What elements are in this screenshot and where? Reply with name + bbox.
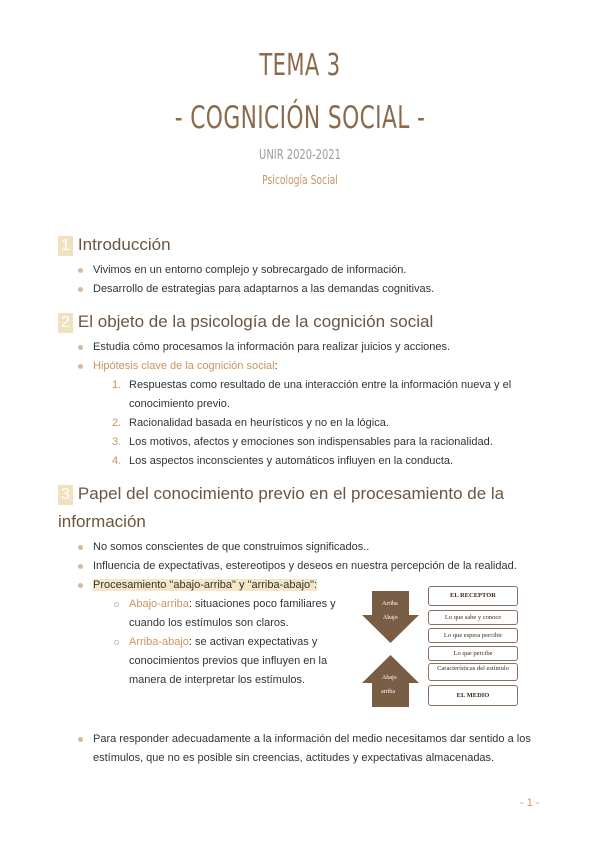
list-item: Para responder adecuadamente a la información del medio necesitamos dar sentido a los	[93, 733, 531, 745]
ordered-number: 1.	[112, 379, 122, 391]
page-title: TEMA 3	[259, 48, 341, 83]
ordered-item: Racionalidad basada en heurísticos y no en la lógica.	[129, 417, 389, 429]
ordered-number: 4.	[112, 455, 122, 467]
sub-list-item	[129, 633, 351, 651]
highlighted-term: Arriba-abajo	[129, 636, 189, 648]
bullet-icon	[78, 268, 83, 273]
diagram-label: Arriba	[382, 601, 398, 607]
term-suffix: :	[274, 360, 278, 372]
bullet-icon	[78, 545, 83, 550]
section-title: Papel del conocimiento previo en el procesamiento de la	[77, 484, 505, 503]
bullet-icon	[78, 564, 83, 569]
list-item: No somos conscientes de que construimos significados..	[93, 541, 370, 553]
course-year: UNIR 2020-2021	[259, 148, 341, 163]
section-number: 2	[58, 313, 73, 333]
list-item: Estudia cómo procesamos la información para realizar juicios y acciones.	[93, 341, 451, 353]
page-subtitle: - COGNICIÓN SOCIAL -	[174, 100, 426, 136]
ordered-item: Los motivos, afectos y emociones son indispensables para la racionalidad.	[129, 436, 493, 448]
diagram-box: EL MEDIO	[428, 685, 518, 706]
ordered-number: 3.	[112, 436, 122, 448]
list-item: Desarrollo de estrategias para adaptarnos a las demandas cognitivas.	[93, 283, 435, 295]
sub-item-text: : se activan expectativas y	[188, 636, 318, 648]
section-title: Introducción	[77, 235, 171, 254]
list-item-continuation: estímulos, que no es posible sin creencias, actitudes y expectativas almacenadas.	[93, 752, 495, 764]
list-item	[93, 357, 278, 375]
arrow-up-icon	[362, 655, 419, 707]
ordered-item: Respuestas como resultado de una interacción entre la información nueva y el	[129, 379, 512, 391]
diagram-box: Lo que percibe	[428, 646, 518, 661]
section-2-heading	[58, 308, 433, 336]
section-3-heading-continuation: información	[58, 512, 146, 531]
bullet-icon	[78, 364, 83, 369]
sub-list-item-continuation: manera de interpretar los estímulos.	[129, 674, 306, 686]
bullet-icon	[78, 583, 83, 588]
ordered-item: Los aspectos inconscientes y automáticos influyen en la conducta.	[129, 455, 454, 467]
highlighted-text: Procesamiento "abajo-arriba" y "arriba-abajo":	[93, 579, 318, 591]
section-3-heading	[58, 480, 504, 508]
ordered-number: 2.	[112, 417, 122, 429]
sub-list-item	[129, 595, 351, 613]
section-number: 3	[58, 485, 73, 505]
section-1-heading	[58, 231, 171, 259]
bullet-icon	[78, 287, 83, 292]
diagram-label: Abajo	[383, 615, 398, 621]
list-item: Influencia de expectativas, estereotipos y deseos en nuestra percepción de la realidad.	[93, 560, 517, 572]
diagram-box: Lo que sabe y conoce	[428, 610, 518, 625]
section-number: 1	[58, 236, 73, 256]
highlighted-term: Abajo-arriba	[129, 598, 189, 610]
diagram-label: Abajo	[382, 675, 397, 681]
diagram-box: Características del estímulo	[428, 663, 518, 681]
processing-diagram	[362, 585, 522, 710]
highlighted-term: Hipótesis clave de la cognición social	[93, 360, 275, 372]
sub-list-item-continuation: cuando los estímulos son claros.	[129, 617, 289, 629]
sub-bullet-icon	[114, 640, 119, 645]
sub-bullet-icon	[114, 602, 119, 607]
section-title: El objeto de la psicología de la cognición social	[77, 312, 434, 331]
diagram-box: EL RECEPTOR	[428, 586, 518, 606]
page-number: - 1 -	[520, 797, 540, 809]
sub-item-text: : situaciones poco familiares y	[188, 598, 336, 610]
bullet-icon	[78, 737, 83, 742]
subject-name: Psicología Social	[262, 173, 338, 187]
list-item	[93, 576, 317, 594]
ordered-item-continuation: conocimiento previo.	[129, 398, 230, 410]
list-item: Vivimos en un entorno complejo y sobrecargado de información.	[93, 264, 407, 276]
bullet-icon	[78, 345, 83, 350]
sub-list-item-continuation: conocimientos previos que influyen en la	[129, 655, 328, 667]
diagram-label: arriba	[381, 689, 395, 695]
diagram-box: Lo que espera percibir	[428, 628, 518, 643]
